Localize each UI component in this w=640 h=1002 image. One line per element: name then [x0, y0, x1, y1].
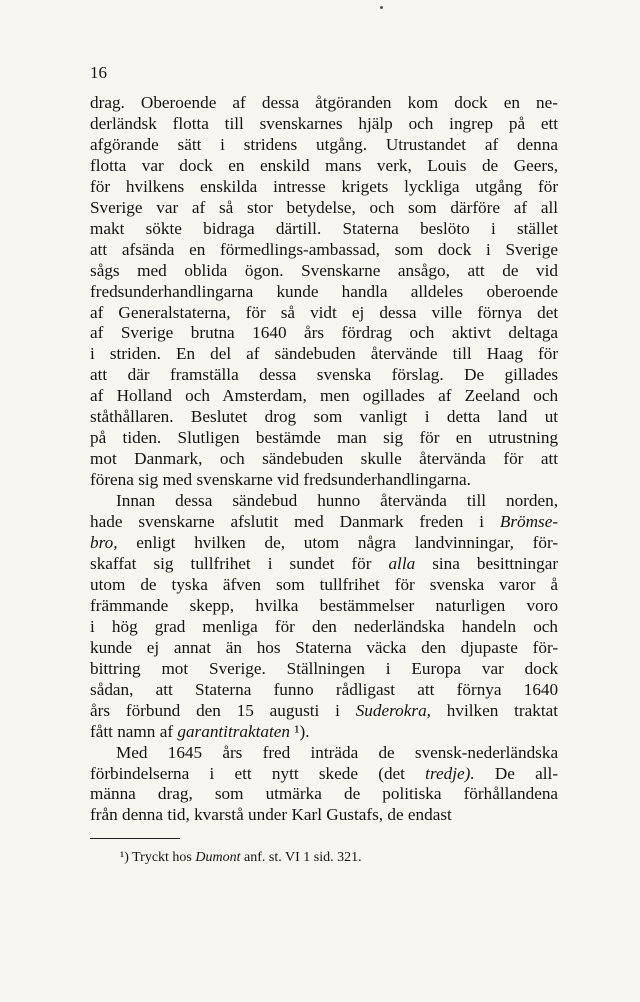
text-line: Med 1645 års fred inträda de svensk-nederländska: [116, 742, 559, 762]
text-line: förena sig med svenskarne vid fredsunderhandlingarna.: [90, 470, 471, 490]
text-line: makt sökte bidraga därtill. Staterna beslöto i stället: [90, 218, 559, 238]
body-text: [90, 93, 558, 826]
text-line: derländsk flotta till svenskarnes hjälp och ingrep på ett: [90, 113, 559, 133]
text-line: att där framställa dessa svenska förslag. De gillades: [90, 365, 559, 385]
text-line: skaffat sig tullfrihet i sundet för alla sina besittningar: [90, 553, 559, 573]
paragraph: [90, 743, 558, 827]
text-line: flotta var dock en enskild mans verk, Louis de Geers,: [90, 155, 559, 175]
footnote-author: Dumont: [195, 850, 241, 866]
paragraph: [90, 93, 558, 491]
text-line: i striden. En del af sändebuden återvände till Haag för: [90, 344, 559, 364]
footnote-text-after: anf. st. VI 1 sid. 321.: [244, 850, 362, 866]
text-line: männa drag, som utmärka de politiska förhållandena: [90, 784, 559, 804]
text-line: fredsunderhandlingarna kunde handla alldeles oberoende: [90, 281, 559, 301]
text-line: sågs med oblida ögon. Svenskarne ansågo, att de vid: [90, 260, 558, 280]
footnote-text-before: Tryckt hos: [132, 850, 192, 866]
text-line: utom de tyska äfven som tullfrihet för svenska varor å: [90, 574, 559, 594]
text-line: bro, enligt hvilken de, utom några landvinningar, för-: [90, 533, 559, 553]
text-line: fått namn af garantitraktaten ¹).: [90, 721, 310, 741]
text-line: Sverige var af så stor betydelse, och som därföre af all: [90, 197, 558, 217]
book-page: [90, 62, 558, 867]
footnote-rule: [90, 838, 180, 839]
paragraph: [90, 491, 558, 742]
text-line: drag. Oberoende af dessa åtgöranden kom dock en ne-: [90, 93, 558, 112]
text-line: sådan, att Staterna funno rådligast att förnya 1640: [90, 679, 559, 699]
text-line: af Holland och Amsterdam, men ogillades af Zeeland och: [90, 386, 559, 406]
text-line: afgörande sätt i stridens utgång. Utrustandet af denna: [90, 134, 558, 154]
text-line: års förbund den 15 augusti i Suderokra, hvilken traktat: [90, 700, 559, 720]
footnote-marker: ¹): [120, 850, 129, 866]
text-line: kunde ej annat än hos Staterna väcka den djupaste för-: [90, 637, 559, 657]
text-line: Innan dessa sändebud hunno återvända till norden,: [116, 491, 559, 511]
speck: [380, 6, 383, 9]
text-line: af Sverige brutna 1640 års fördrag och aktivt deltaga: [90, 323, 559, 343]
text-line: ståthållaren. Beslutet drog som vanligt i detta land ut: [90, 407, 559, 427]
text-line: förbindelserna i ett nytt skede (det tredje). De all-: [90, 763, 559, 783]
text-line: från denna tid, kvarstå under Karl Gustafs, de endast: [90, 805, 452, 825]
text-line: främmande skepp, hvilka bestämmelser naturligen voro: [90, 595, 559, 615]
text-line: för hvilkens enskilda intresse krigets lyckliga utgång för: [90, 176, 559, 196]
text-line: mot Danmark, och sändebuden skulle återvända för att: [90, 449, 559, 469]
footnote: [90, 849, 558, 867]
text-line: i hög grad menliga för den nederländska handeln och: [90, 616, 559, 636]
text-line: hade svenskarne afslutit med Danmark freden i Brömse-: [90, 512, 559, 532]
page-number: 16: [90, 63, 107, 82]
text-line: att afsända en förmedlings-ambassad, som dock i Sverige: [90, 239, 559, 259]
text-line: bittring mot Sverige. Ställningen i Europa var dock: [90, 658, 559, 678]
text-line: på tiden. Slutligen bestämde man sig för en utrustning: [90, 428, 559, 448]
text-line: af Generalstaterna, för så vidt ej dessa ville förnya det: [90, 302, 559, 322]
